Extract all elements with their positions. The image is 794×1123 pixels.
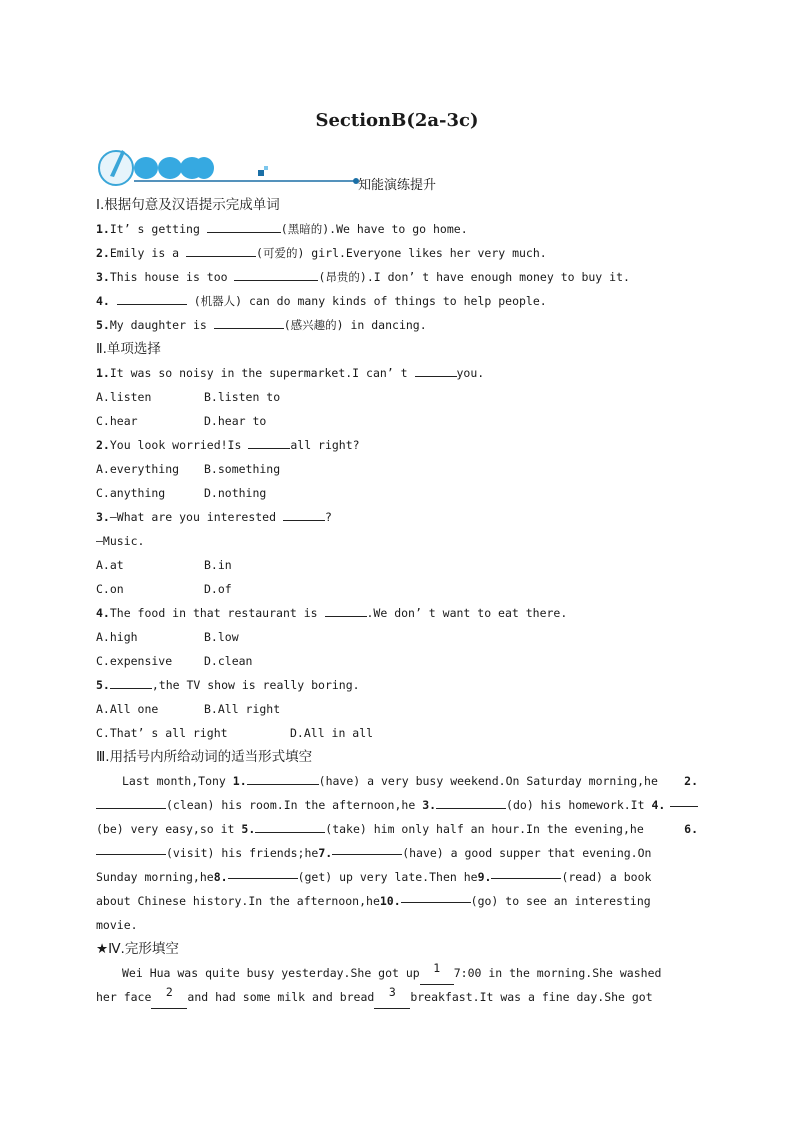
page-title: SectionB(2a-3c) [315, 110, 479, 131]
section4-passage: Wei Hua was quite busy yesterday.She got up 1 7:00 in the morning.She washed her face 2 and had some milk and bread 3 breakfast.It was a fine day.She got [96, 961, 698, 1009]
section3-passage: Last month,Tony 1. (have) a very busy weekend.On Saturday morning,he 2. (clean) his room.In the afternoon,he 3. (do) his homework.It 4. (be) very easy,so it 5. (take) him only half an hour.In the evening,he 6. (visit) his friends;he 7. (have) a good supper that evening.On Sunday morning,he 8. (get) up very late.Then he 9. (read) a book about Chinese history.In the afternoon,he 10. (go) to see an interesting movie. [96, 769, 698, 937]
answer-blank[interactable] [248, 435, 290, 449]
answer-blank[interactable] [491, 865, 561, 879]
answer-blank[interactable] [436, 795, 506, 809]
s2-q2: 2.You look worried!Is all right? [96, 433, 698, 457]
answer-blank[interactable] [234, 267, 318, 281]
option[interactable]: C.That’ s all right [96, 726, 228, 740]
option[interactable]: B.something [204, 462, 281, 476]
s2-q3-options-cd [96, 577, 698, 601]
answer-blank[interactable] [401, 889, 471, 903]
answer-blank[interactable] [255, 819, 325, 833]
answer-blank[interactable] [415, 363, 457, 377]
cloze-blank[interactable]: 1 [420, 961, 454, 985]
answer-blank[interactable] [214, 315, 284, 329]
option[interactable]: B.listen to [204, 390, 281, 404]
s2-q5: 5. ,the TV show is really boring. [96, 673, 698, 697]
option[interactable]: A.everything [96, 462, 180, 476]
answer-blank[interactable] [207, 219, 281, 233]
answer-blank[interactable] [247, 771, 319, 785]
banner-label: 知能演练提升 [358, 178, 437, 193]
option[interactable]: A.at [96, 558, 124, 572]
cloze-blank[interactable]: 3 [374, 985, 410, 1009]
option[interactable]: D.of [204, 582, 232, 596]
s2-q4-options-cd [96, 649, 698, 673]
option[interactable]: C.anything [96, 486, 166, 500]
option[interactable]: B.All right [204, 702, 281, 716]
s1-item-5: 5.My daughter is (感兴趣的) in dancing. [96, 313, 698, 337]
answer-blank[interactable] [332, 841, 402, 855]
s2-q3-options-ab [96, 553, 698, 577]
answer-blank[interactable] [110, 675, 152, 689]
s2-q1-options-cd [96, 409, 698, 433]
option[interactable]: C.on [96, 582, 124, 596]
s2-q3: 3.—What are you interested ? [96, 505, 698, 529]
cloze-blank[interactable]: 2 [151, 985, 187, 1009]
section3-heading: Ⅲ.用括号内所给动词的适当形式填空 [96, 749, 313, 765]
option[interactable]: C.expensive [96, 654, 173, 668]
answer-blank[interactable] [670, 793, 698, 807]
s2-q3-reply: —Music. [96, 534, 145, 548]
option[interactable]: A.All one [96, 702, 159, 716]
option[interactable]: C.hear [96, 414, 138, 428]
s2-q1-options-ab [96, 385, 698, 409]
s1-item-4: 4. (机器人) can do many kinds of things to help people. [96, 289, 698, 313]
option[interactable]: A.high [96, 630, 138, 644]
s2-q2-options-cd [96, 481, 698, 505]
answer-blank[interactable] [325, 603, 367, 617]
s2-q5-options-ab [96, 697, 698, 721]
s2-q2-options-ab [96, 457, 698, 481]
option[interactable]: B.in [204, 558, 232, 572]
section2-heading: Ⅱ.单项选择 [96, 341, 161, 357]
option[interactable]: A.listen [96, 390, 152, 404]
section4-heading: ★Ⅳ.完形填空 [96, 941, 179, 957]
answer-blank[interactable] [283, 507, 325, 521]
s2-q5-options-cd [96, 721, 698, 745]
s2-q1: 1.It was so noisy in the supermarket.I can’ t you. [96, 361, 698, 385]
s1-item-3: 3.This house is too (昂贵的).I don’ t have enough money to buy it. [96, 265, 698, 289]
option[interactable]: D.nothing [204, 486, 267, 500]
option[interactable]: B.low [204, 630, 239, 644]
answer-blank[interactable] [96, 795, 166, 809]
option[interactable]: D.hear to [204, 414, 267, 428]
s2-q4-options-ab [96, 625, 698, 649]
section1-heading: Ⅰ.根据句意及汉语提示完成单词 [96, 197, 280, 213]
option[interactable]: D.clean [204, 654, 253, 668]
s2-q4: 4.The food in that restaurant is .We don’ t want to eat there. [96, 601, 698, 625]
worksheet-content [96, 193, 698, 1009]
answer-blank[interactable] [96, 841, 166, 855]
answer-blank[interactable] [117, 291, 187, 305]
answer-blank[interactable] [228, 865, 298, 879]
option[interactable]: D.All in all [290, 726, 374, 740]
s1-item-2: 2.Emily is a (可爱的) girl.Everyone likes her very much. [96, 241, 698, 265]
answer-blank[interactable] [186, 243, 256, 257]
s1-item-1: 1.It’ s getting (黑暗的).We have to go home. [96, 217, 698, 241]
